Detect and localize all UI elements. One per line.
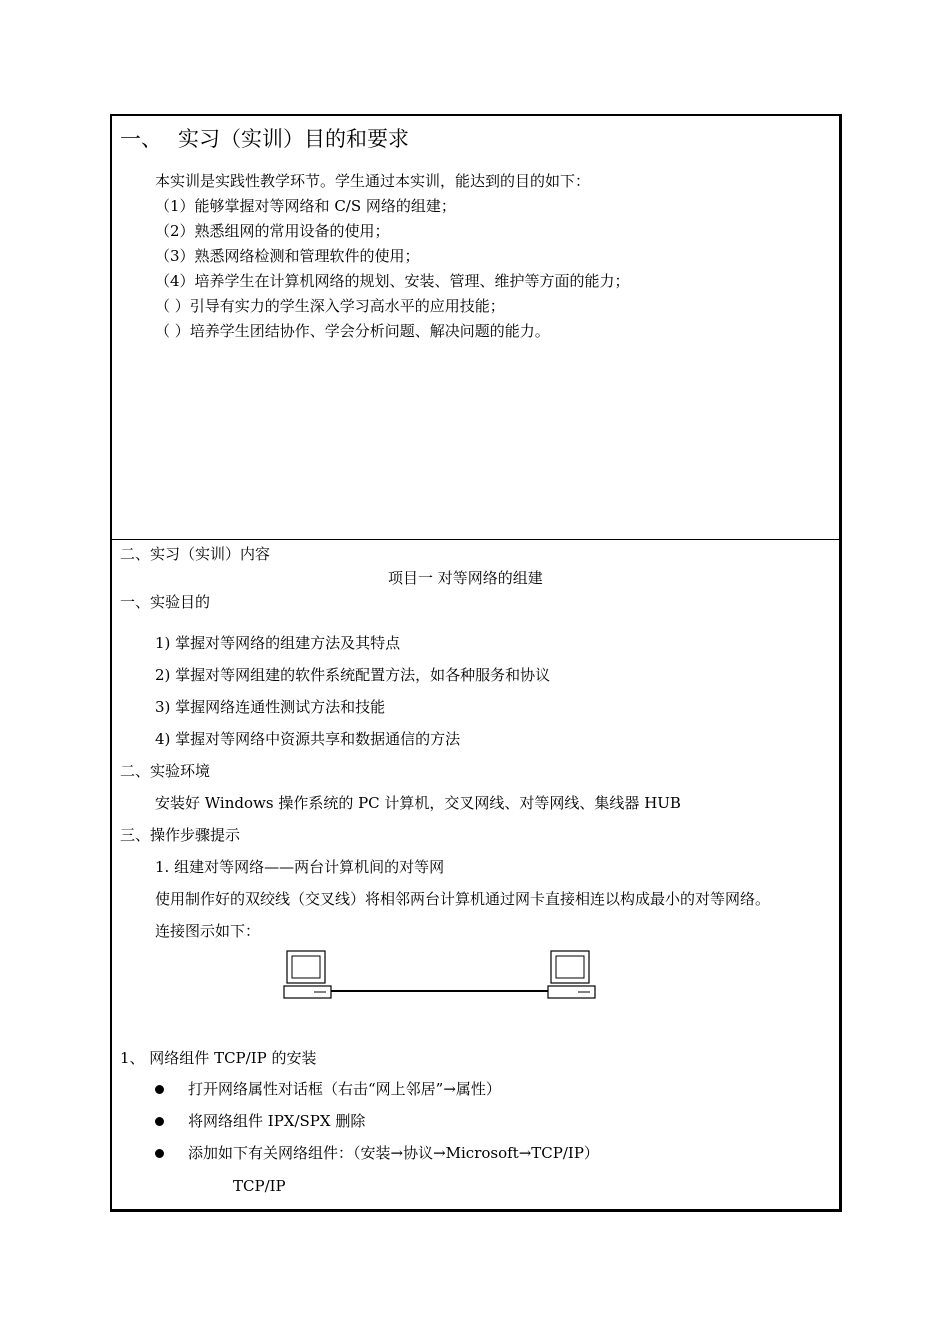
section-divider <box>112 539 839 540</box>
env-heading: 二、实验环境 <box>120 762 211 780</box>
bullet-icon <box>155 1149 164 1158</box>
section2-title: 二、实习（实训）内容 <box>120 545 271 563</box>
computer-right-icon <box>548 951 595 998</box>
lab-goal-3: 3) 掌握网络连通性测试方法和技能 <box>155 698 386 716</box>
goal-heading: 一、实验目的 <box>120 593 211 611</box>
lab-goal-4: 4) 掌握对等网络中资源共享和数据通信的方法 <box>155 730 461 748</box>
install-step-2: 将网络组件 IPX/SPX 删除 <box>188 1112 366 1130</box>
bullet-icon <box>155 1085 164 1094</box>
lab-goal-1: 1) 掌握对等网络的组建方法及其特点 <box>155 634 401 652</box>
goal-item-2: （2）熟悉组网的常用设备的使用； <box>155 222 390 240</box>
install-step-1: 打开网络属性对话框（右击“网上邻居”→属性） <box>188 1080 501 1098</box>
install-step-3: 添加如下有关网络组件：（安装→协议→Microsoft→TCP/IP） <box>188 1144 599 1162</box>
section1-number: 一、 <box>120 127 162 151</box>
section1-title: 实习（实训）目的和要求 <box>178 127 409 151</box>
env-text: 安装好 Windows 操作系统的 PC 计算机，交叉网线、对等网线、集线器 HUB <box>155 794 681 812</box>
step1-title: 1. 组建对等网络——两台计算机间的对等网 <box>155 858 445 876</box>
section1-intro: 本实训是实践性教学环节。学生通过本实训，能达到的目的如下： <box>155 172 591 190</box>
diagram-caption: 连接图示如下： <box>155 922 261 940</box>
network-diagram <box>280 950 600 1002</box>
goal-item-1: （1）能够掌握对等网络和 C/S 网络的组建； <box>155 197 456 215</box>
project-title: 项目一 对等网络的组建 <box>388 569 543 587</box>
computer-left-icon <box>284 951 331 998</box>
tcpip-label: TCP/IP <box>233 1177 286 1195</box>
goal-item-3: （3）熟悉网络检测和管理软件的使用； <box>155 247 420 265</box>
goal-item-5: （ ）引导有实力的学生深入学习高水平的应用技能； <box>155 297 505 315</box>
bullet-icon <box>155 1117 164 1126</box>
step1-description: 使用制作好的双绞线（交叉线）将相邻两台计算机通过网卡直接相连以构成最小的对等网络。 <box>155 890 771 908</box>
lab-goal-2: 2) 掌握对等网组建的软件系统配置方法，如各种服务和协议 <box>155 666 551 684</box>
steps-heading: 三、操作步骤提示 <box>120 826 241 844</box>
goal-item-4: （4）培养学生在计算机网络的规划、安装、管理、维护等方面的能力； <box>155 272 630 290</box>
install-heading: 1、 网络组件 TCP/IP 的安装 <box>120 1049 317 1067</box>
goal-item-6: （ ）培养学生团结协作、学会分析问题、解决问题的能力。 <box>155 322 550 340</box>
